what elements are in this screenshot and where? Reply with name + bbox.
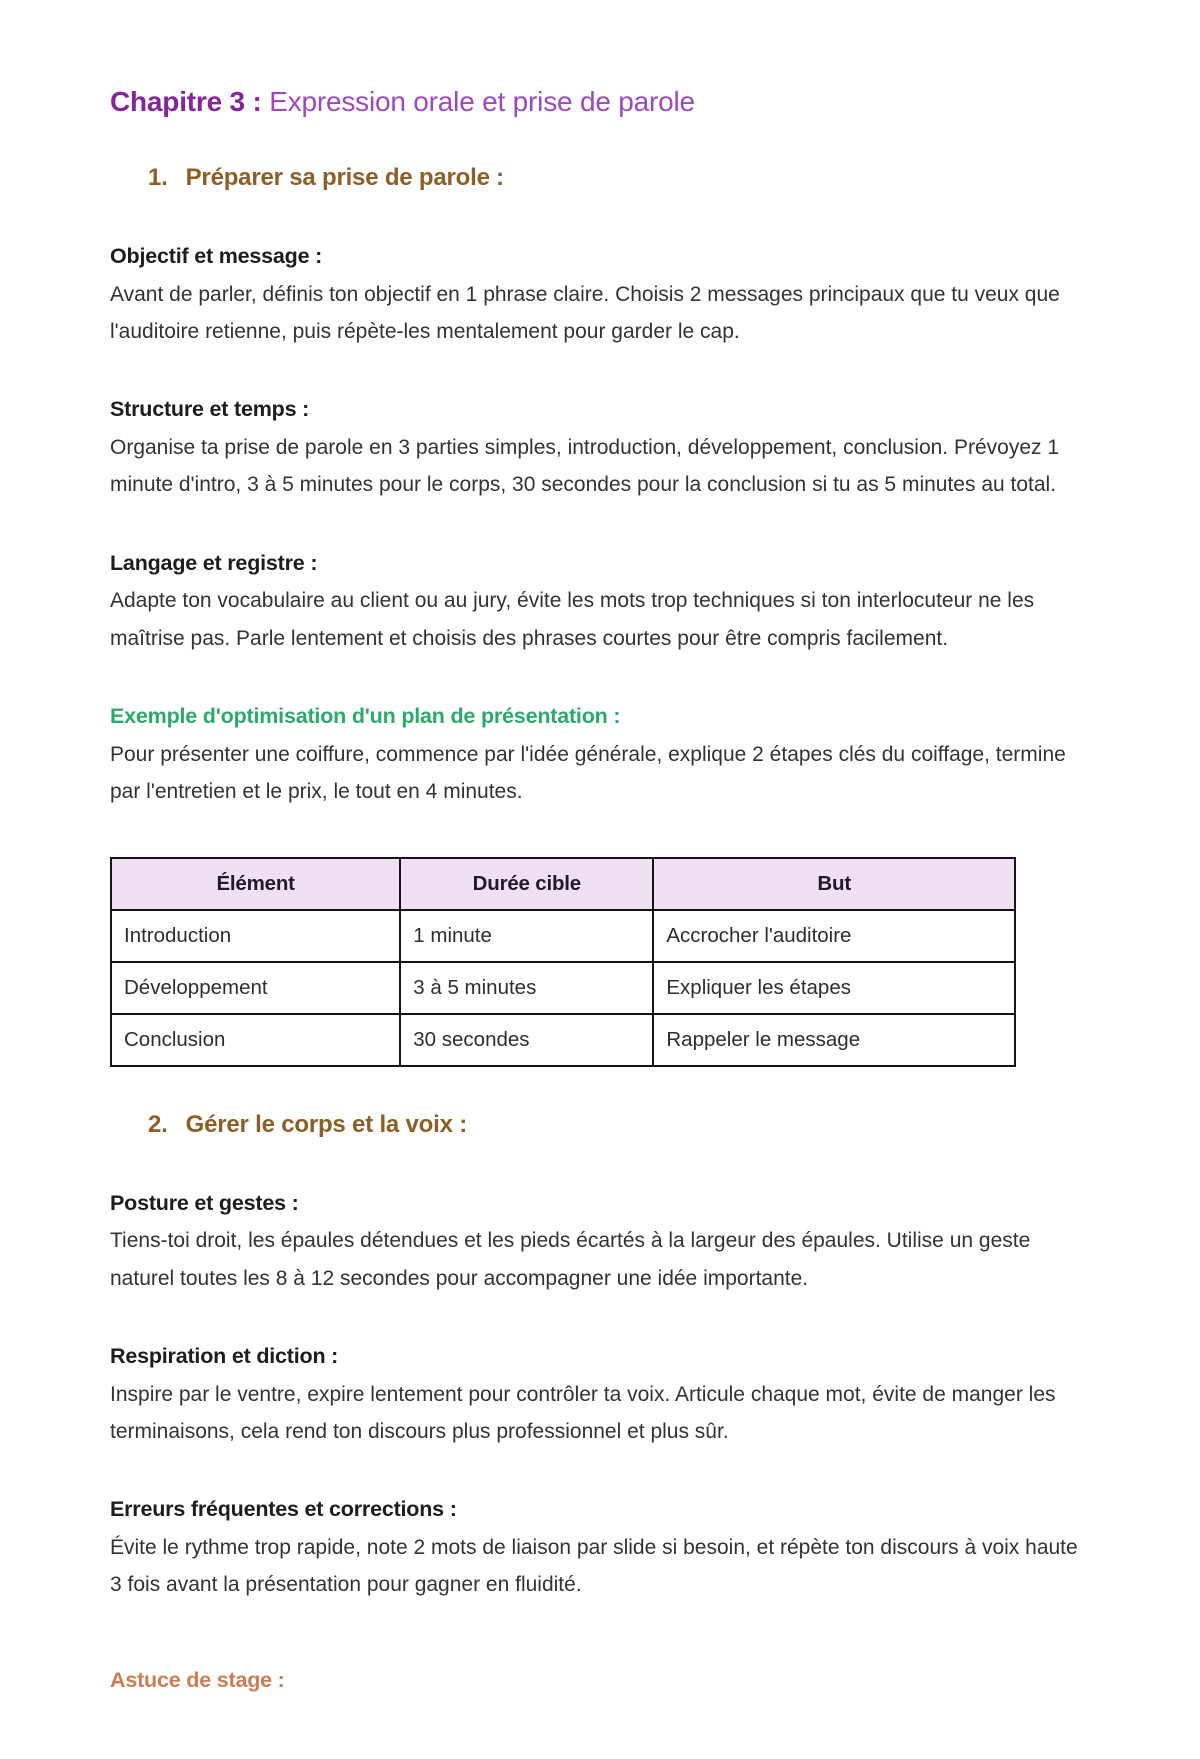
table-header-row bbox=[111, 858, 1015, 910]
block-exemple-optimisation bbox=[110, 698, 1090, 810]
table-header-but: But bbox=[653, 858, 1015, 910]
block-heading: Respiration et diction : bbox=[110, 1343, 339, 1368]
section-2-title: Gérer le corps et la voix : bbox=[185, 1110, 468, 1138]
table-cell: 1 minute bbox=[400, 910, 653, 962]
block-body: Inspire par le ventre, expire lentement pour contrôler ta voix. Articule chaque mot, évite de manger les terminaisons, cela rend ton discours plus professionnel et plus sûr. bbox=[110, 1382, 1056, 1443]
table-row bbox=[111, 962, 1015, 1014]
block-heading: Objectif et message : bbox=[110, 244, 323, 268]
table-cell: Développement bbox=[111, 962, 400, 1014]
block-body: Adapte ton vocabulaire au client ou au jury, évite les mots trop techniques si ton interlocuteur ne les maîtrise pas. Parle lentement et choisis des phrases courtes pour être compris facilement. bbox=[110, 589, 1035, 650]
example-heading: Exemple d'optimisation d'un plan de présentation : bbox=[110, 704, 621, 729]
block-objectif-message bbox=[110, 238, 1090, 350]
table-header-duree: Durée cible bbox=[400, 858, 653, 910]
table-row bbox=[111, 1014, 1015, 1066]
section-2-number: 2. bbox=[148, 1110, 168, 1138]
block-astuce-stage bbox=[110, 1662, 1090, 1700]
block-body: Tiens-toi droit, les épaules détendues et les pieds écartés à la largeur des épaules. Utilise un geste naturel toutes les 8 à 12 secondes pour accompagner une idée importante. bbox=[110, 1229, 1031, 1290]
block-erreurs-corrections bbox=[110, 1491, 1090, 1603]
block-structure-temps bbox=[110, 391, 1090, 503]
block-body: Avant de parler, définis ton objectif en 1 phrase claire. Choisis 2 messages principaux que tu veux que l'auditoire retienne, puis répète-les mentalement pour garder le cap. bbox=[110, 282, 1060, 343]
example-body: Pour présenter une coiffure, commence par l'idée générale, explique 2 étapes clés du coiffage, termine par l'entretien et le prix, le tout en 4 minutes. bbox=[110, 742, 1066, 804]
chapter-title bbox=[110, 86, 1090, 118]
section-1-number: 1. bbox=[148, 164, 168, 191]
block-posture-gestes bbox=[110, 1185, 1090, 1297]
table-cell: Accrocher l'auditoire bbox=[653, 910, 1015, 962]
block-body: Organise ta prise de parole en 3 parties simples, introduction, développement, conclusion. Prévoyez 1 minute d'intro, 3 à 5 minutes pour le corps, 30 secondes pour la conclusion si tu as 5 minutes au total. bbox=[110, 436, 1060, 497]
presentation-plan-table bbox=[110, 857, 1016, 1067]
chapter-title-prefix: Chapitre 3 : bbox=[110, 86, 270, 117]
table-cell: Rappeler le message bbox=[653, 1014, 1015, 1066]
table-cell: Expliquer les étapes bbox=[653, 962, 1015, 1014]
chapter-title-text: Expression orale et prise de parole bbox=[269, 86, 695, 117]
table-cell: 3 à 5 minutes bbox=[400, 962, 653, 1014]
block-heading: Erreurs fréquentes et corrections : bbox=[110, 1497, 457, 1522]
block-respiration-diction bbox=[110, 1338, 1090, 1450]
table-cell: Introduction bbox=[111, 910, 400, 962]
block-heading: Langage et registre : bbox=[110, 550, 318, 575]
table-row bbox=[111, 910, 1015, 962]
table-cell: Conclusion bbox=[111, 1014, 400, 1066]
table-cell: 30 secondes bbox=[400, 1014, 653, 1066]
table-header-element: Élément bbox=[111, 858, 400, 910]
section-1-heading bbox=[148, 164, 1090, 192]
block-langage-registre bbox=[110, 545, 1090, 657]
section-1-title: Préparer sa prise de parole : bbox=[185, 164, 504, 191]
block-heading: Structure et temps : bbox=[110, 397, 310, 422]
block-heading: Posture et gestes : bbox=[110, 1190, 299, 1215]
tip-heading: Astuce de stage : bbox=[110, 1667, 285, 1692]
section-2-heading bbox=[148, 1111, 1090, 1139]
block-body: Évite le rythme trop rapide, note 2 mots de liaison par slide si besoin, et répète ton discours à voix haute 3 fois avant la présentation pour gagner en fluidité. bbox=[110, 1535, 1078, 1597]
